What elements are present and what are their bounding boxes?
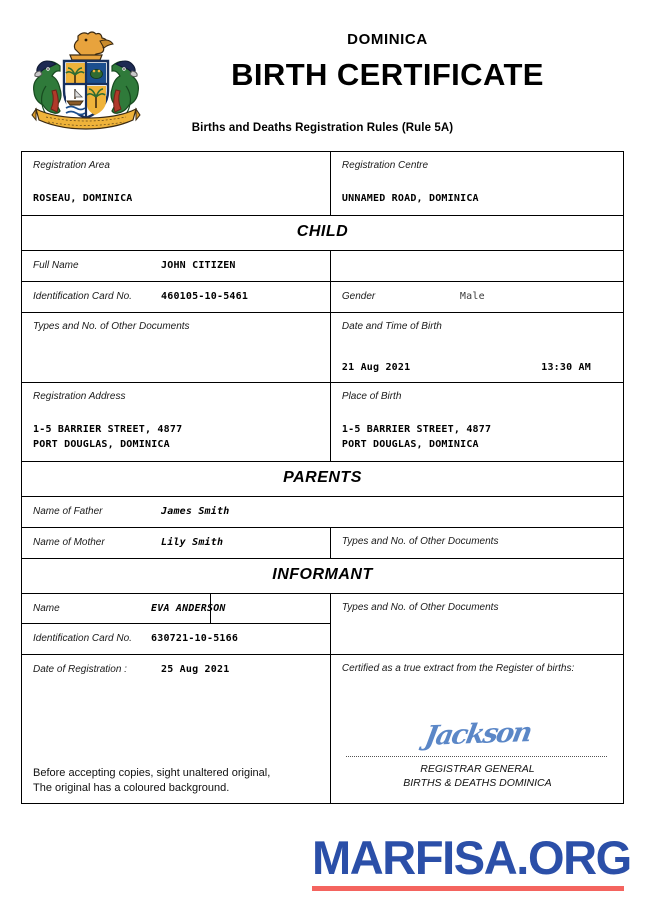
registration-date-value: 25 Aug 2021 — [161, 664, 230, 675]
child-name-right-empty-cell — [331, 251, 623, 281]
registration-date-field — [33, 662, 320, 677]
child-place-of-birth-label: Place of Birth — [341, 391, 402, 402]
informant-id-field — [33, 631, 320, 646]
mother-name-label: Name of Mother — [33, 537, 105, 548]
parents-other-documents-label: Types and No. of Other Documents — [341, 536, 499, 547]
child-id-card-label: Identification Card No. — [33, 291, 132, 302]
father-name-value: James Smith — [161, 506, 230, 517]
registration-area-cell — [22, 152, 331, 215]
informant-name-cell — [22, 594, 226, 623]
child-dob-cell — [331, 313, 623, 382]
child-other-documents-cell — [22, 313, 331, 382]
child-section-header-row — [22, 216, 623, 251]
certification-cell — [331, 655, 623, 803]
header-titles — [150, 30, 625, 96]
child-place-of-birth-line1: 1-5 BARRIER STREET, 4877 — [341, 424, 492, 435]
child-id-card-value: 460105-10-5461 — [161, 291, 249, 302]
informant-other-documents-label: Types and No. of Other Documents — [341, 602, 499, 613]
certification-row — [22, 655, 623, 803]
father-name-field — [33, 504, 613, 519]
informant-left-cell — [22, 594, 331, 654]
informant-id-card-label: Identification Card No. — [33, 633, 132, 644]
registrar-signature: Jackson — [422, 717, 533, 752]
child-id-card-cell — [22, 282, 331, 312]
child-registration-address-cell — [22, 383, 331, 461]
watermark-text: MARFISA.ORG — [312, 831, 631, 884]
page-title: BIRTH CERTIFICATE — [231, 57, 544, 92]
section-title-child: CHILD — [296, 223, 349, 240]
disclaimer-line-1: Before accepting copies, sight unaltered original, — [33, 767, 271, 779]
registrar-caption — [342, 762, 613, 790]
watermark-underline — [312, 886, 624, 891]
informant-section-header-row — [22, 559, 623, 594]
mother-name-cell — [22, 528, 331, 558]
child-dob-label: Date and Time of Birth — [341, 321, 442, 332]
informant-details-row — [22, 594, 623, 655]
registration-centre-label: Registration Centre — [341, 160, 429, 171]
child-full-name-cell — [22, 251, 331, 281]
certificate-table — [21, 151, 624, 804]
child-address-row — [22, 383, 623, 462]
section-title-informant: INFORMANT — [272, 566, 373, 583]
mother-name-value: Lily Smith — [161, 537, 224, 548]
informant-name-row — [22, 594, 330, 624]
registrar-title-line-1: REGISTRAR GENERAL — [420, 763, 535, 775]
registration-row — [22, 152, 623, 216]
parents-mother-row — [22, 528, 623, 559]
child-full-name-field — [33, 258, 320, 273]
father-name-cell — [22, 497, 623, 527]
child-gender-value: Male — [459, 291, 485, 302]
child-dob-values — [342, 360, 613, 375]
child-id-gender-row — [22, 282, 623, 313]
document-subtitle: Births and Deaths Registration Rules (Rule 5A) — [191, 122, 454, 134]
marfisa-watermark — [312, 831, 631, 891]
informant-name-value: EVA ANDERSON — [151, 603, 226, 614]
child-birth-date-value: 21 Aug 2021 — [341, 362, 411, 373]
registration-area-value: ROSEAU, DOMINICA — [33, 193, 133, 204]
document-header — [0, 0, 645, 134]
parents-father-row — [22, 497, 623, 528]
registration-date-cell — [22, 655, 331, 803]
informant-other-documents-cell — [331, 594, 623, 654]
registration-area-label: Registration Area — [33, 160, 110, 171]
child-gender-cell — [331, 282, 623, 312]
section-title-parents: PARENTS — [283, 469, 362, 486]
child-place-of-birth-line2: PORT DOUGLAS, DOMINICA — [341, 439, 479, 450]
child-docs-dob-row — [22, 313, 623, 383]
child-full-name-label: Full Name — [33, 260, 79, 271]
country-name: DOMINICA — [347, 31, 428, 48]
informant-name-label: Name — [33, 603, 60, 614]
parents-other-documents-cell — [331, 528, 623, 558]
informant-name-field — [33, 601, 226, 616]
child-registration-address-label: Registration Address — [33, 391, 126, 402]
child-gender-field — [342, 289, 613, 304]
informant-id-card-value: 630721-10-5166 — [151, 633, 239, 644]
informant-id-row — [22, 624, 330, 654]
registrar-title-line-2: BIRTHS & DEATHS DOMINICA — [403, 777, 552, 789]
disclaimer-text — [33, 766, 320, 796]
certified-extract-text: Certified as a true extract from the Register of births: — [341, 663, 575, 674]
parents-section-header-row — [22, 462, 623, 497]
mother-name-field — [33, 535, 320, 550]
disclaimer-line-2: The original has a coloured background. — [33, 782, 230, 794]
child-registration-address-line2: PORT DOUGLAS, DOMINICA — [33, 439, 170, 450]
informant-name-spacer-cell — [211, 594, 330, 623]
registration-centre-value: UNNAMED ROAD, DOMINICA — [341, 193, 479, 204]
child-full-name-value: JOHN CITIZEN — [161, 260, 236, 271]
informant-name-split — [22, 594, 330, 623]
child-gender-label: Gender — [341, 291, 376, 302]
registration-date-label: Date of Registration : — [33, 664, 127, 675]
child-place-of-birth-cell — [331, 383, 623, 461]
father-name-label: Name of Father — [33, 506, 103, 517]
signature-line — [346, 756, 607, 757]
dominica-coat-of-arms-icon — [26, 30, 146, 134]
registration-centre-cell — [331, 152, 623, 215]
child-birth-time-value: 13:30 AM — [541, 362, 591, 373]
child-registration-address-line1: 1-5 BARRIER STREET, 4877 — [33, 424, 183, 435]
child-other-documents-label: Types and No. of Other Documents — [33, 321, 190, 332]
child-name-row — [22, 251, 623, 282]
child-id-card-field — [33, 289, 320, 304]
